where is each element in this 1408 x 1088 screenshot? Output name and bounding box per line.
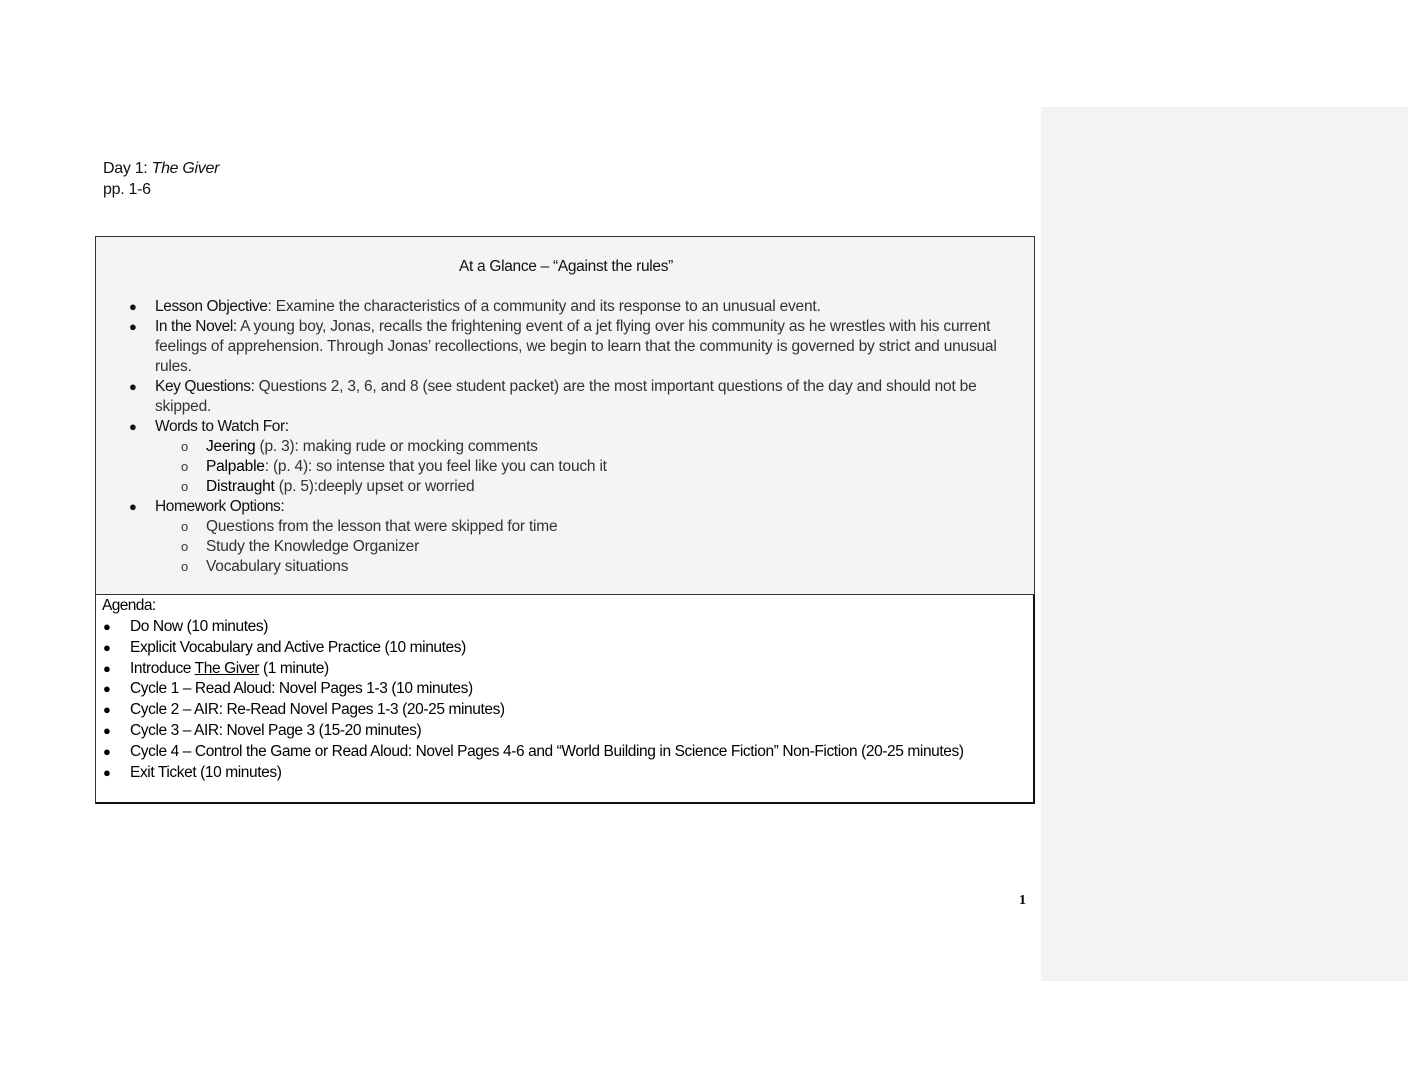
homework-list: [155, 517, 1030, 577]
circle-bullet-icon: o: [181, 519, 189, 534]
vocabulary-term: Palpable: [206, 458, 265, 475]
homework-item: [155, 557, 1030, 577]
item-text: A young boy, Jonas, recalls the frightening event of a jet flying over his community as he wrestles with his current feelings of apprehension. Through Jonas’ recollections, we begin to learn that the community is governed by strict and unusual rules.: [155, 318, 997, 375]
bullet-icon: ●: [103, 764, 111, 780]
item-label: Key Questions:: [155, 378, 255, 395]
agenda-item-text: Do Now (10 minutes): [130, 618, 268, 635]
comment-pane: [1041, 107, 1408, 981]
homework-item: [155, 517, 1030, 537]
in-the-novel-item: [96, 317, 1036, 377]
agenda-item: [96, 742, 1032, 763]
vocabulary-item: [155, 437, 1030, 457]
agenda-item: [96, 638, 1032, 659]
item-text: Questions 2, 3, 6, and 8 (see student packet) are the most important questions of the day and should not be skipped.: [155, 378, 977, 415]
day-label: Day 1:: [103, 160, 152, 177]
homework-options-item: [96, 497, 1036, 577]
at-a-glance-section: [96, 237, 1034, 595]
words-to-watch-item: [96, 417, 1036, 497]
agenda-list: [96, 617, 1032, 783]
at-a-glance-heading: At a Glance – “Against the rules”: [458, 258, 674, 275]
bullet-icon: ●: [103, 681, 111, 697]
bullet-icon: ●: [103, 702, 111, 718]
vocabulary-term: Jeering: [206, 438, 256, 455]
page-header: [103, 158, 219, 200]
bullet-icon: ●: [129, 379, 137, 394]
lesson-table: [95, 236, 1035, 804]
agenda-section: [96, 595, 1035, 804]
agenda-item-text: Explicit Vocabulary and Active Practice (10 minutes): [130, 638, 466, 656]
page-range: pp. 1-6: [103, 181, 151, 198]
agenda-item: [96, 659, 1032, 680]
homework-text: Vocabulary situations: [206, 558, 349, 575]
key-questions-item: [96, 377, 1036, 417]
bullet-icon: ●: [129, 499, 137, 514]
agenda-item: [96, 679, 1032, 700]
agenda-item: [96, 700, 1032, 721]
agenda-item: [96, 617, 1032, 638]
agenda-item: [96, 763, 1032, 784]
vocabulary-definition: : (p. 4): so intense that you feel like you can touch it: [264, 458, 607, 475]
vocabulary-term: Distraught: [206, 478, 275, 495]
circle-bullet-icon: o: [181, 539, 189, 554]
lesson-objective-item: [96, 297, 1036, 317]
vocabulary-definition: (p. 5):deeply upset or worried: [274, 478, 475, 495]
bullet-icon: ●: [103, 639, 111, 655]
agenda-item-text: Cycle 2 – AIR: Re-Read Novel Pages 1-3 (20-25 minutes): [130, 701, 505, 719]
bullet-icon: ●: [129, 419, 137, 434]
circle-bullet-icon: o: [181, 459, 189, 474]
lesson-title: [103, 158, 219, 179]
agenda-item-text: Cycle 4 – Control the Game or Read Aloud: Novel Pages 4-6 and “World Building in Science Fiction” Non-Fiction (20-25 minutes): [130, 742, 964, 760]
item-label: Words to Watch For:: [155, 418, 289, 435]
item-label: Homework Options:: [155, 498, 285, 515]
bullet-icon: ●: [129, 299, 137, 314]
circle-bullet-icon: o: [181, 479, 189, 494]
agenda-item: [96, 721, 1032, 742]
circle-bullet-icon: o: [181, 439, 189, 454]
vocabulary-item: [155, 457, 1030, 477]
bullet-icon: ●: [103, 722, 111, 738]
circle-bullet-icon: o: [181, 559, 189, 574]
agenda-item-text: Cycle 3 – AIR: Novel Page 3 (15-20 minutes): [130, 721, 422, 739]
bullet-icon: ●: [103, 743, 111, 759]
agenda-item-text: (1 minute): [259, 659, 329, 677]
at-a-glance-list: [96, 297, 1036, 577]
bullet-icon: ●: [103, 619, 111, 634]
homework-text: Questions from the lesson that were skipped for time: [206, 518, 558, 535]
vocabulary-item: [155, 477, 1030, 497]
agenda-item-text: Exit Ticket (10 minutes): [130, 763, 282, 781]
agenda-item-text: Cycle 1 – Read Aloud: Novel Pages 1-3 (10 minutes): [130, 680, 473, 698]
bullet-icon: ●: [129, 319, 137, 334]
homework-item: [155, 537, 1030, 557]
item-label: Lesson Objective: [155, 298, 268, 315]
bullet-icon: ●: [103, 660, 111, 676]
vocabulary-definition: (p. 3): making rude or mocking comments: [255, 438, 538, 455]
book-title-link: The Giver: [194, 659, 260, 677]
page-number: 1: [1019, 893, 1026, 908]
item-text: : Examine the characteristics of a community and its response to an unusual event.: [267, 298, 821, 315]
agenda-title: Agenda:: [102, 597, 156, 614]
book-title: The Giver: [151, 160, 220, 177]
agenda-item-text: Introduce: [130, 659, 195, 677]
vocabulary-list: [155, 437, 1030, 497]
item-label: In the Novel:: [155, 318, 237, 335]
homework-text: Study the Knowledge Organizer: [206, 538, 420, 555]
